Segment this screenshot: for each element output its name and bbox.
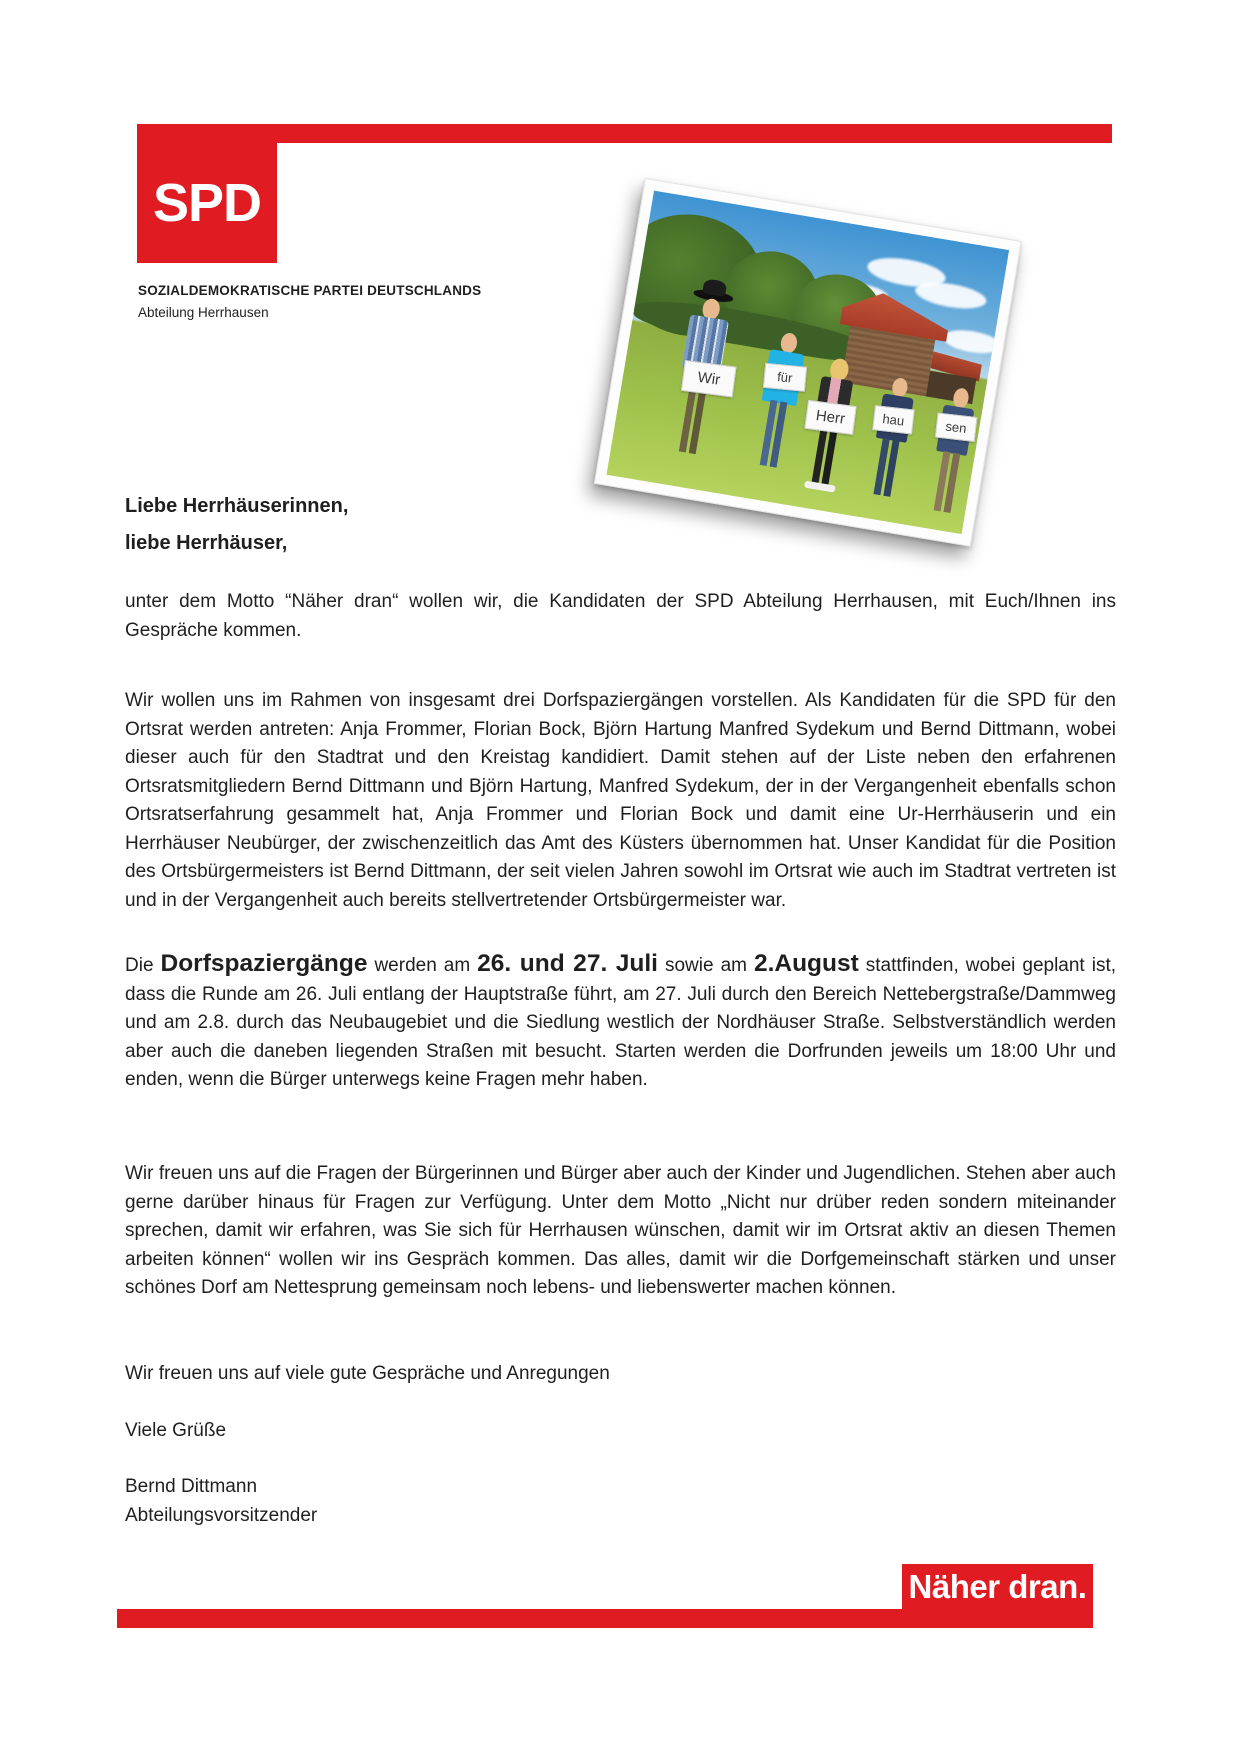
photo-scene bbox=[606, 191, 1009, 534]
white-sneakers bbox=[804, 481, 835, 493]
highlighted-date: 2.August bbox=[753, 950, 859, 977]
top-red-bar bbox=[137, 124, 1112, 143]
cloud bbox=[913, 278, 988, 313]
signature-block bbox=[125, 1473, 1116, 1530]
person-navy-shirt bbox=[861, 375, 921, 507]
party-name: SOZIALDEMOKRATISCHE PARTEI DEUTSCHLANDS bbox=[138, 283, 482, 298]
spd-logo bbox=[137, 143, 277, 263]
salutation bbox=[125, 488, 348, 562]
paragraph-intro: unter dem Motto “Näher dran“ wollen wir, die Kandidaten der SPD Abteilung Herrhausen, mit Euch/Ihnen ins Gespräche kommen. bbox=[125, 591, 1116, 641]
sign-wir: Wir bbox=[681, 360, 737, 397]
highlighted-date: Dorfspaziergänge bbox=[160, 950, 368, 977]
legs bbox=[933, 451, 960, 513]
legs bbox=[812, 425, 838, 485]
person-right-man bbox=[921, 385, 982, 522]
spd-logo-text: SPD bbox=[152, 173, 262, 233]
paragraph-text: werden am bbox=[367, 955, 478, 976]
paragraph-walk-dates bbox=[125, 950, 1116, 1095]
paragraph-text: stattfinden, wobei geplant ist, dass die Runde am 26. Juli entlang der Hauptstraße führt, am 27. Juli durch den Bereich Nettebergstraße/Dammweg und am 2.8. durch das Neubaugebiet und die Siedlung westlich der Nordhäuser Straße. Selbstverständlich werden aber auch die daneben liegenden Straßen mit besucht. Starten werden die Dorfrunden jeweils um 18:00 Uhr und enden, wenn die Bürger unterwegs keine Fragen mehr haben. bbox=[125, 955, 1116, 1090]
cloud bbox=[942, 327, 1002, 356]
paragraph-closing: Wir freuen uns auf viele gute Gespräche und Anregungen bbox=[125, 1363, 610, 1384]
sign-hau: hau bbox=[872, 405, 914, 434]
naeher-dran-slogan: Näher dran. bbox=[908, 1568, 1087, 1605]
highlighted-date: 26. und 27. Juli bbox=[477, 950, 658, 977]
salutation-line-2: liebe Herrhäuser, bbox=[125, 532, 288, 554]
party-department: Abteilung Herrhausen bbox=[138, 305, 269, 320]
bottom-red-bar bbox=[117, 1609, 1093, 1628]
legs bbox=[760, 400, 788, 468]
paragraph-candidates: Wir wollen uns im Rahmen von insgesamt drei Dorfspaziergängen vorstellen. Als Kandidaten für die SPD für den Ortsrat werden antreten: Anja Frommer, Florian Bock, Björn Hartung Manfred Sydekum und Bernd Dittmann, wobei dieser auch für den Stadtrat und den Kreistag kandidiert. Damit stehen auf der Liste neben den erfahrenen Ortsratsmitgliedern Bernd Dittmann und Björn Hartung, Manfred Sydekum, der in der Vergangenheit ebenfalls schon Ortsratserfahrung gesammelt hat, Anja Frommer und Florian Bock und damit eine Ur-Herrhäuserin und ein Herrhäuser Neubürger, der zwischenzeitlich das Amt des Küsters übernommen hat. Unser Kandidat für die Position des Ortsbürgermeisters ist Bernd Dittmann, der seit vielen Jahren sowohl im Ortsrat wie auch im Stadtrat vertreten ist und in der Vergangenheit auch bereits stellvertretender Ortsbürgermeister war. bbox=[125, 690, 1116, 911]
sign-sen: sen bbox=[935, 413, 977, 442]
paragraph-questions: Wir freuen uns auf die Fragen der Bürgerinnen und Bürger aber auch der Kinder und Jugendlichen. Stehen aber auch gerne darüber hinaus für Fragen zur Verfügung. Unter dem Motto „Nicht nur drüber reden sondern miteinander sprechen, damit wir erfahren, was Sie sich für Herrhausen wünschen, damit wir im Ortsrat aktiv an diesen Themen arbeiten können“ wollen wir ins Gespräch kommen. Das alles, damit wir die Dorfgemeinschaft stärken und unser schönes Dorf am Nettesprung gemeinsam noch lebens- und liebenswerter machen können. bbox=[125, 1163, 1116, 1298]
sign-fuer: für bbox=[763, 363, 807, 392]
naeher-dran-badge bbox=[902, 1564, 1093, 1610]
legs bbox=[874, 438, 900, 497]
group-photo bbox=[594, 178, 1022, 547]
paragraph-text: sowie am bbox=[657, 955, 754, 976]
greeting: Viele Grüße bbox=[125, 1420, 227, 1441]
paragraph-text: Die bbox=[125, 955, 161, 976]
salutation-line-1: Liebe Herrhäuserinnen, bbox=[125, 495, 349, 517]
sign-herr: Herr bbox=[804, 400, 856, 435]
signature-name: Bernd Dittmann bbox=[125, 1476, 258, 1497]
signature-role: Abteilungsvorsitzender bbox=[125, 1504, 318, 1526]
